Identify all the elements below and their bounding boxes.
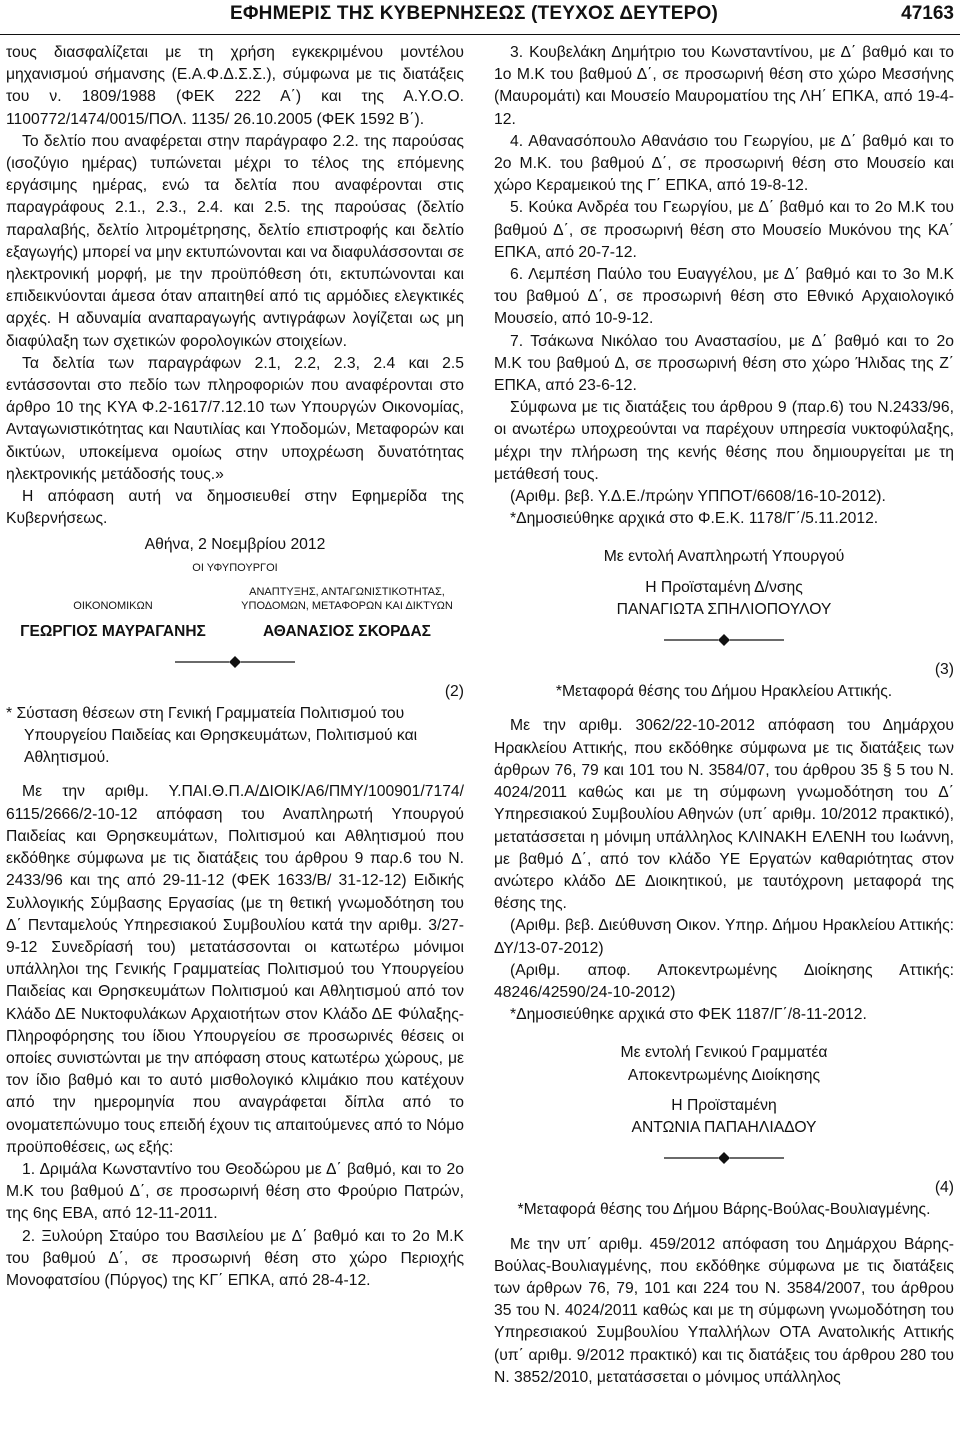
reference: (Αριθμ. βεβ. Υ.Δ.Ε./πρώην ΥΠΠΟΤ/6608/16-10-2012). <box>510 488 886 506</box>
list-item: 5. Κούκα Ανδρέα του Γεωργίου, με Δ΄ βαθμό και το 2ο Μ.Κ του βαθμού Δ΄, σε προσωρινή θέση στο Μουσείο Μυκόνου της ΚΑ΄ ΕΠΚΑ, από 20-7-12. <box>494 199 954 261</box>
paragraph: Το δελτίο που αναφέρεται στην παράγραφο 2.2. της παρούσας (ισοζύγιο ημέρας) τυπώνεται μέχρι το τέλος της επόμενης εργάσιμης ημέρας, ενώ τα δελτία που αναφέρονται στις παραγράφους 2.1., 2.3., 2.4. και 2.5. της παρούσας (δελτίο παραλαβής, δελτίο λιτρομέτρησης, δελτίο επιστροφής και δελτίο εξαγωγής) μπορεί να μην εκτυπώνονται και να διαφυλάσσονται σε ηλεκτρονική μορφή, με την προϋπόθεση ότι, εκτυπώνονται και επιδεικνύονται άμεσα όταν απαιτηθεί από τις αρμόδιες ελεγκτικές αρχές. Η αδυναμία αναπαραγωγής αντιγράφων λογίζεται ως μη διαφύλαξη των σχετικών φορολογικών στοιχείων. <box>6 132 464 350</box>
publication-note: *Δημοσιεύθηκε αρχικά στο ΦΕΚ 1187/Γ΄/8-11-2012. <box>510 1006 867 1024</box>
left-column <box>6 42 464 1292</box>
signature-line: Αποκεντρωμένης Διοίκησης <box>627 1066 821 1084</box>
signatories <box>6 583 464 643</box>
reference: (Αριθμ. αποφ. Αποκεντρωμένης Διοίκησης Αττικής: 48246/42590/24-10-2012) <box>494 961 954 1001</box>
section-title: *Μεταφορά θέσης του Δήμου Βάρης-Βούλας-Βουλιαγμένης. <box>517 1201 931 1219</box>
minister-role: ΟΙΚΟΝΟΜΙΚΩΝ <box>73 599 153 612</box>
list-item: 7. Τσάκωνα Νικόλαο του Αναστασίου, με Δ΄ βαθμό και το 2ο Μ.Κ του βαθμού Δ, σε προσωρινή θέση στο χώρο Ήλιδας της Ζ΄ ΕΠΚΑ, από 23-6-12. <box>494 332 954 395</box>
paragraph: Με την υπ΄ αριθμ. 459/2012 απόφαση του Δημάρχου Βάρης-Βούλας-Βουλιαγμένης, που εκδόθηκε σύμφωνα με τις διατάξεις των άρθρων 76, 79, 101 και 224 του Ν. 3584/2007, του άρθρου 35 του Ν. 4024/2011 καθώς και με τη σύμφωνη γνωμοδότηση του Υπηρεσιακού Συμβουλίου Υπαλλήλων ΟΤΑ Ανατολικής Αττικής (υπ΄ αριθμ. 9/2012 πρακτικό) και τις διατάξεις του άρθρου 280 του Ν. 3852/2010, μετατάσσεται ο μόνιμος υπάλληλος <box>494 1235 954 1386</box>
paragraph: Η απόφαση αυτή να δημοσιευθεί στην Εφημερίδα της Κυβερνήσεως. <box>6 488 464 528</box>
section-divider <box>494 1147 954 1169</box>
minister-role: ΥΠΟΔΟΜΩΝ, ΜΕΤΑΦΟΡΩΝ ΚΑΙ ΔΙΚΤΥΩΝ <box>241 599 453 612</box>
gazette-title: ΕΦΗΜΕΡΙΣ ΤΗΣ ΚΥΒΕΡΝΗΣΕΩΣ (ΤΕΥΧΟΣ ΔΕΥΤΕΡΟ) <box>230 3 718 24</box>
signature-line: Με εντολή Αναπληρωτή Υπουργού <box>603 548 845 566</box>
publication-note: *Δημοσιεύθηκε αρχικά στο Φ.Ε.Κ. 1178/Γ΄/5.11.2012. <box>510 510 879 528</box>
minister-name: ΓΕΩΡΓΙΟΣ ΜΑΥΡΑΓΑΝΗΣ <box>20 622 206 640</box>
section-divider <box>6 651 464 673</box>
page-number: 47163 <box>901 3 954 24</box>
right-column <box>494 42 954 1389</box>
page-header <box>0 0 960 35</box>
paragraph: Με την αριθμ. 3062/22-10-2012 απόφαση του Δημάρχου Ηρακλείου Αττικής, που εκδόθηκε σύμφωνα με τις διατάξεις των άρθρων 76, 79 και 101 του Ν. 3584/07, του άρθρου 35 § 5 του Ν. 4024/2011 καθώς και με τη σύμφωνη γνωμοδότηση του Δ΄ Υπηρεσιακού Συμβουλίου Αθηνών (υπ΄ αριθμ. 10/2012 πρακτικό), μετατάσσεται η μόνιμη υπάλληλος ΚΛΙΝΑΚΗ ΕΛΕΝΗ του Ιωάννη, με βαθμό Δ΄, από τον κλάδο ΥΕ Εργατών καθαριότητας στον ανώτερο κλάδο ΔΕ Διοικητικού, με ταυτόχρονη μεταφορά της θέσης της. <box>494 717 954 913</box>
minister-role: ΑΝΑΠΤΥΞΗΣ, ΑΝΤΑΓΩΝΙΣΤΙΚΟΤΗΤΑΣ, <box>249 585 445 598</box>
section-number: (4) <box>934 1179 954 1197</box>
section-title: *Μεταφορά θέσης του Δήμου Ηρακλείου Αττικής. <box>555 683 893 701</box>
minister-name: ΑΘΑΝΑΣΙΟΣ ΣΚΟΡΔΑΣ <box>263 622 431 640</box>
reference: (Αριθμ. βεβ. Διεύθυνση Οικον. Υπηρ. Δήμου Ηρακλείου Αττικής: ΔΥ/13-07-2012) <box>494 917 954 957</box>
signature-line: Με εντολή Γενικού Γραμματέα <box>620 1044 828 1062</box>
paragraph: Με την αριθμ. Υ.ΠΑΙ.Θ.Π.Α/ΔΙΟΙΚ/Α6/ΠΜΥ/100901/7174/ 6115/2666/2-10-12 απόφαση του Αναπληρωτή Υπουργού Παιδείας και Θρησκευμάτων, Πολιτισμού και Αθλητισμού που εκδόθηκε σύμφωνα με τις διατάξεις του άρθρου 9 παρ.6 του Ν. 2433/96 και της από 29-11-12 (ΦΕΚ 1633/Β/ 31-12-12) Ειδικής Συλλογικής Σύμβασης Εργασίας (με τη θετική γνωμοδότηση του Δ΄ Πενταμελούς Υπηρεσιακού Συμβουλίου κατά την αριθμ. 3/27-9-12 Συνεδρίασή του) μετατάσσονται οι κατωτέρω μόνιμοι υπάλληλοι της Γενικής Γραμματείας Πολιτισμού του Υπουργείου Παιδείας και Θρησκευμάτων Πολιτισμού και Αθλητισμού από τον Κλάδο ΔΕ Νυκτοφυλάκων Αρχαιοτήτων στον Κλάδο ΔΕ Φύλαξης-Πληροφόρησης του ίδιου Υπουργείου σε προσωρινές θέσεις οι οποίες συνιστώνται με την απόφαση στους κατωτέρω χώρους, με τον ίδιο βαθμό και το αυτό μισθολογικό κλιμάκιο που κατέχουν από την ημερομηνία που αναγράφεται δίπλα από το ονοματεπώνυμο τους επειδή έχουν τις απαιτούμενες από το Νόμο προϋποθέσεις, ως εξής: <box>6 783 464 1156</box>
ministers-label: ΟΙ ΥΦΥΠΟΥΡΓΟΙ <box>192 561 278 574</box>
signature-line: Η Προϊσταμένη <box>671 1096 777 1114</box>
list-item: 2. Ξυλούρη Σταύρο του Βασιλείου με Δ΄ βαθμό και το 2ο Μ.Κ του βαθμού Δ΄, σε προσωρινή θέση στο χώρο Περιοχής Μονοφατσίου (Πύργος) της ΚΓ΄ ΕΠΚΑ, από 28-4-12. <box>6 1227 464 1289</box>
section-title: * Σύσταση θέσεων στη Γενική Γραμματεία Πολιτισμού του Υπουργείου Παιδείας και Θρησκευμάτων, Πολιτισμού και Αθλητισμού. <box>6 704 418 767</box>
section-number: (3) <box>934 661 954 679</box>
paragraph: τους διασφαλίζεται με τη χρήση εγκεκριμένου μοντέλου μηχανισμού σήμανσης (Ε.Α.Φ.Δ.Σ.Σ.), σύμφωνα με τις διατάξεις του ν. 1809/1988 (ΦΕΚ 222 Α΄) και της Α.Υ.Ο.Ο. 1100772/1474/0015/ΠΟΛ. 1135/ 26.10.2005 (ΦΕΚ 1592 Β΄). <box>6 44 464 128</box>
section-divider <box>494 629 954 651</box>
list-item: 3. Κουβελάκη Δημήτριο του Κωνσταντίνου, με Δ΄ βαθμό και το 1ο Μ.Κ του βαθμού Δ΄, σε προσωρινή θέση στο χώρο Μεσσήνης (Μαυρομάτι) και Μουσείο Μαυροματίου της ΛΗ΄ ΕΠΚΑ, από 19-4-12. <box>494 44 954 128</box>
place-date: Αθήνα, 2 Νοεμβρίου 2012 <box>144 536 326 554</box>
section-number: (2) <box>444 682 464 700</box>
signatory-name: ΠΑΝΑΓΙΩΤΑ ΣΠΗΛΙΟΠΟΥΛΟΥ <box>616 600 832 618</box>
signature-line: Η Προϊσταμένη Δ/νσης <box>645 578 803 596</box>
list-item: 6. Λεμπέση Παύλο του Ευαγγέλου, με Δ΄ βαθμό και το 3ο Μ.Κ του βαθμού Δ΄, σε προσωρινή θέση στο Εθνικό Αρχαιολογικό Μουσείο, από 10-9-12. <box>494 266 954 328</box>
list-item: 4. Αθανασόπουλο Αθανάσιο του Γεωργίου, με Δ΄ βαθμό και το 2ο Μ.Κ. του βαθμού Δ΄, σε προσωρινή θέση στο Μουσείο και χώρο Κεραμεικού της Γ΄ ΕΠΚΑ, από 19-8-12. <box>494 132 954 195</box>
signatory-name: ΑΝΤΩΝΙΑ ΠΑΠΑΗΛΙΑΔΟΥ <box>631 1118 817 1136</box>
list-item: 1. Δριμάλα Κωνσταντίνο του Θεοδώρου με Δ΄ βαθμό, και το 2ο Μ.Κ του βαθμού Δ΄, σε προσωρινή θέση στο Φρούριο Πατρών, της 6ης ΕΒΑ, από 12-11-2011. <box>6 1160 464 1223</box>
paragraph: Τα δελτία των παραγράφων 2.1, 2.2, 2.3, 2.4 και 2.5 εντάσσονται στο πεδίο των πληροφοριών που αναφέρονται στο άρθρο 10 της ΚΥΑ Φ.2-1617/7.12.10 των Υπουργών Οικονομίας, Ανταγωνιστικότητας και Ναυτιλίας και Υποδομών, Μεταφορών και δικτύων, υποκείμενα ομοίως στην υποχρέωση δυνατότητας ηλεκτρονικής μετάδοσής τους.» <box>6 354 464 483</box>
paragraph: Σύμφωνα με τις διατάξεις του άρθρου 9 (παρ.6) του Ν.2433/96, οι ανωτέρω υποχρεούνται να παρέχουν υπηρεσία νυκτοφύλαξης, μέχρι την πλήρωση της κενής θέσης που δημιουργείται με τη μετάθεσή τους. <box>494 399 954 483</box>
